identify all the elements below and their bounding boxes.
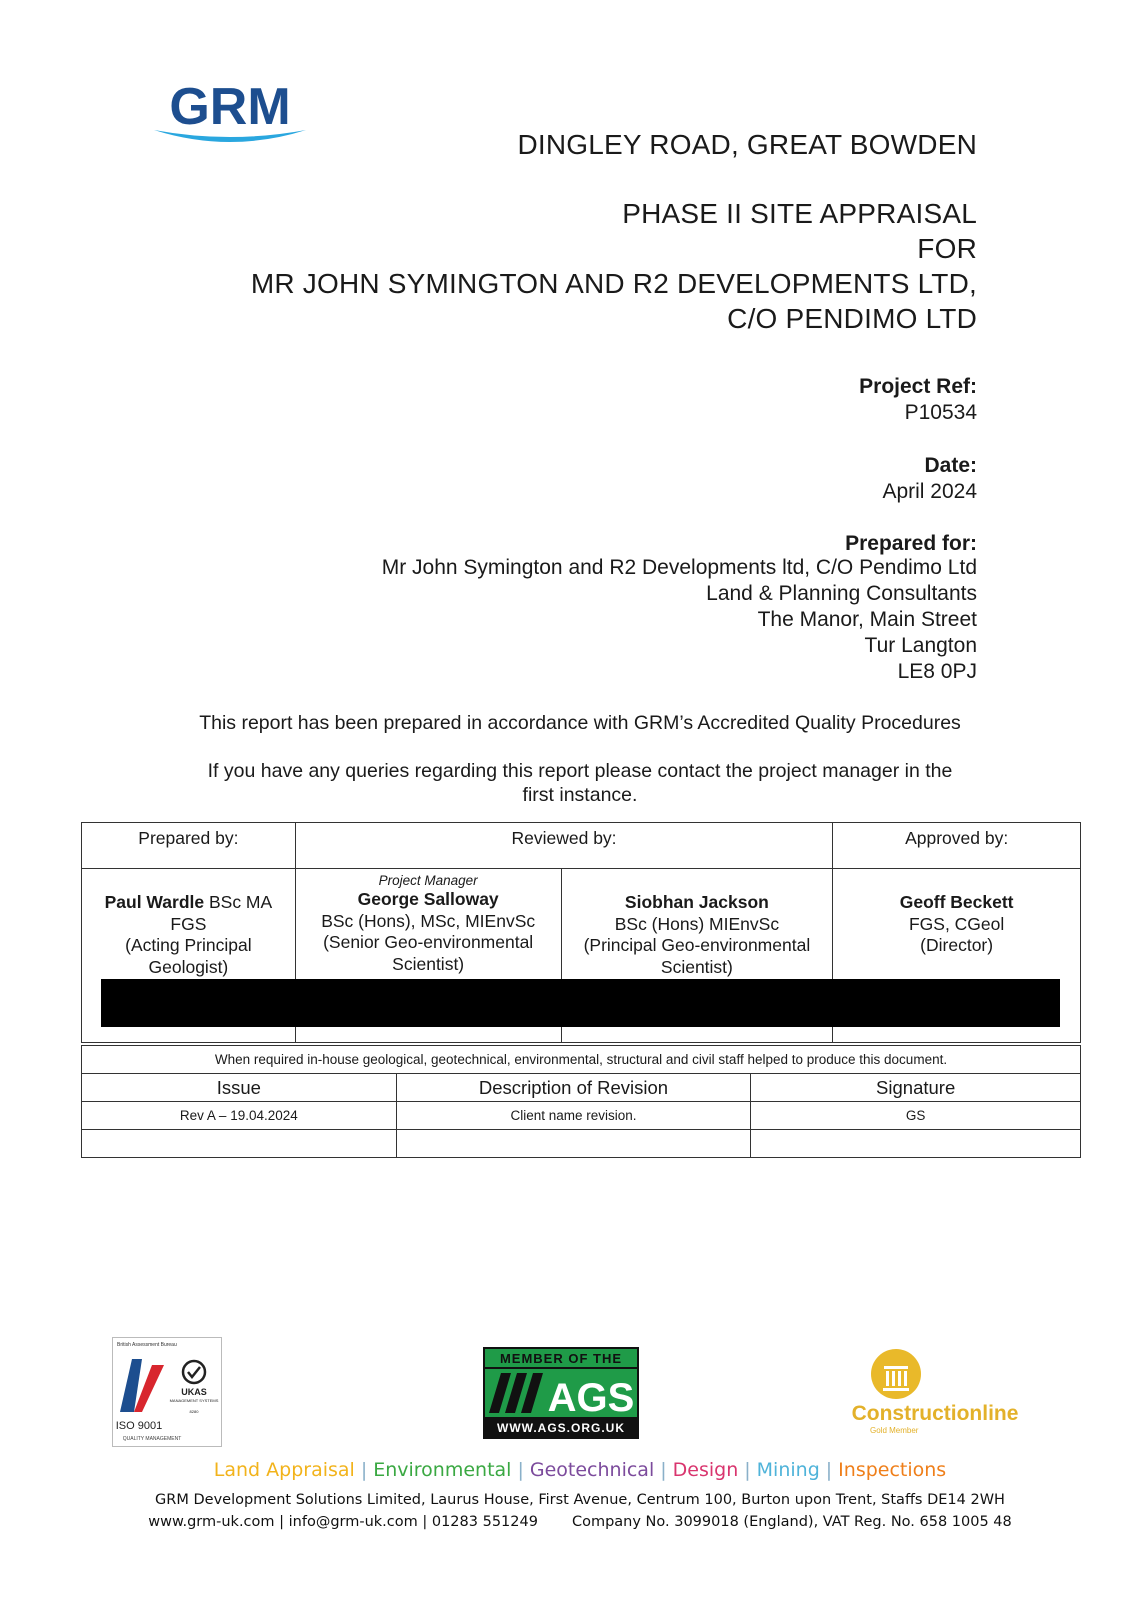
signature-header: Signature <box>751 1074 1081 1102</box>
reviewer-pm-name: George Salloway <box>357 889 499 909</box>
ags-member-text: MEMBER OF THE <box>499 1351 623 1366</box>
service-design: Design <box>672 1459 739 1481</box>
reviewer-line: BSc (Hons) MIEnvSc <box>614 913 780 934</box>
title-for: FOR <box>917 233 977 264</box>
constructionline-text: Constructionline <box>851 1402 1019 1425</box>
reviewer-line: Scientist) <box>660 956 733 977</box>
issue-cell: Rev A – 19.04.2024 <box>82 1102 397 1130</box>
preparer-quals: BSc MA <box>204 892 273 912</box>
footer-address: GRM Development Solutions Limited, Laurus House, First Avenue, Centrum 100, Burton upon Trent, Staffs DE14 2WH <box>155 1492 1005 1508</box>
table-row <box>82 1102 1081 1130</box>
preparer-line: FGS <box>170 913 207 934</box>
separator: | <box>660 1459 667 1481</box>
prepared-for-label: Prepared for: <box>845 532 977 555</box>
footer-contact-line <box>80 1512 1080 1533</box>
constructionline-badge-icon <box>871 1349 921 1399</box>
table-row-empty <box>82 1130 1081 1158</box>
title-report: PHASE II SITE APPRAISAL <box>622 198 977 229</box>
title-site: DINGLEY ROAD, GREAT BOWDEN <box>517 129 977 160</box>
address-line: Mr John Symington and R2 Developments ltd, C/O Pendimo Ltd <box>381 556 977 579</box>
address-line: Land & Planning Consultants <box>706 582 977 605</box>
description-cell: Client name revision. <box>396 1102 751 1130</box>
issue-header: Issue <box>82 1074 397 1102</box>
description-cell <box>396 1130 751 1158</box>
iso-text: ISO 9001 <box>115 1420 163 1432</box>
signature-cell <box>751 1130 1081 1158</box>
constructionline-logo <box>840 1348 1030 1438</box>
address-line: LE8 0PJ <box>897 660 977 683</box>
date-label: Date: <box>924 454 977 477</box>
iso-sub-text: QUALITY MANAGEMENT <box>122 1436 182 1442</box>
approver-line: (Director) <box>920 935 994 955</box>
approver-name: Geoff Beckett <box>899 892 1014 912</box>
service-geotechnical: Geotechnical <box>529 1459 655 1481</box>
service-environmental: Environmental <box>373 1459 512 1481</box>
description-header: Description of Revision <box>396 1074 751 1102</box>
redaction-bar <box>101 979 1060 1027</box>
project-ref-label: Project Ref: <box>859 375 977 398</box>
service-inspections: Inspections <box>838 1459 947 1481</box>
footer-company: Company No. 3099018 (England), VAT Reg. No. 658 1005 48 <box>571 1514 1012 1530</box>
ukas-mark-text: UKAS <box>181 1387 207 1397</box>
title-client: MR JOHN SYMINGTON AND R2 DEVELOPMENTS LTD, <box>250 268 977 299</box>
gold-member-text: Gold Member <box>870 1426 919 1435</box>
quality-notice: This report has been prepared in accordance with GRM’s Accredited Quality Procedures <box>199 712 961 734</box>
address-line: The Manor, Main Street <box>757 608 977 631</box>
footer-contact: www.grm-uk.com | info@grm-uk.com | 01283 551249 <box>148 1514 538 1530</box>
service-land-appraisal: Land Appraisal <box>213 1459 355 1481</box>
ags-member-logo <box>483 1347 639 1439</box>
ags-mark-text: AGS <box>547 1376 635 1420</box>
separator: | <box>360 1459 368 1481</box>
revision-table <box>81 1045 1081 1158</box>
preparer-line: Geologist) <box>148 956 229 977</box>
staff-help-note: When required in-house geological, geotechnical, environmental, structural and civil staff helped to produce this document. <box>82 1046 1081 1074</box>
title-client-2: C/O PENDIMO LTD <box>727 303 977 334</box>
separator: | <box>517 1459 524 1481</box>
separator: | <box>744 1459 751 1481</box>
grm-logo <box>150 78 310 158</box>
logo-text: GRM <box>169 78 291 136</box>
ags-url-text: WWW.AGS.ORG.UK <box>497 1421 625 1435</box>
signature-cell: GS <box>751 1102 1081 1130</box>
reviewer-name: Siobhan Jackson <box>624 892 769 912</box>
queries-notice-2: first instance. <box>522 784 638 806</box>
approver-line: FGS, CGeol <box>908 913 1005 934</box>
separator: | <box>825 1459 833 1481</box>
date-value: April 2024 <box>882 480 977 503</box>
prepared-by-header: Prepared by: <box>82 823 296 869</box>
ukas-number: 8280 <box>189 1409 199 1414</box>
preparer-line: (Acting Principal <box>125 935 252 955</box>
preparer-name: Paul Wardle <box>104 892 205 912</box>
issue-cell <box>82 1130 397 1158</box>
reviewed-by-header: Reviewed by: <box>295 823 832 869</box>
ukas-sub-text: MANAGEMENT SYSTEMS <box>169 1398 219 1403</box>
address-line: Tur Langton <box>864 634 977 657</box>
iso-9001-ukas-logo <box>112 1337 222 1447</box>
reviewer-line: (Principal Geo-environmental <box>583 935 811 955</box>
reviewer-pm-line: BSc (Hons), MSc, MIEnvSc <box>321 910 536 931</box>
project-manager-tag: Project Manager <box>378 873 478 888</box>
queries-notice-1: If you have any queries regarding this report please contact the project manager in the <box>207 760 953 782</box>
approved-by-header: Approved by: <box>833 823 1081 869</box>
reviewer-pm-line: (Senior Geo-environmental <box>323 932 534 952</box>
ukas-bureau-text: British Assessment Bureau <box>117 1342 177 1348</box>
project-ref-value: P10534 <box>904 401 977 424</box>
services-line <box>80 1459 1080 1482</box>
reviewer-pm-line: Scientist) <box>392 953 465 974</box>
prepared-for-address <box>382 555 977 685</box>
service-mining: Mining <box>756 1459 820 1481</box>
